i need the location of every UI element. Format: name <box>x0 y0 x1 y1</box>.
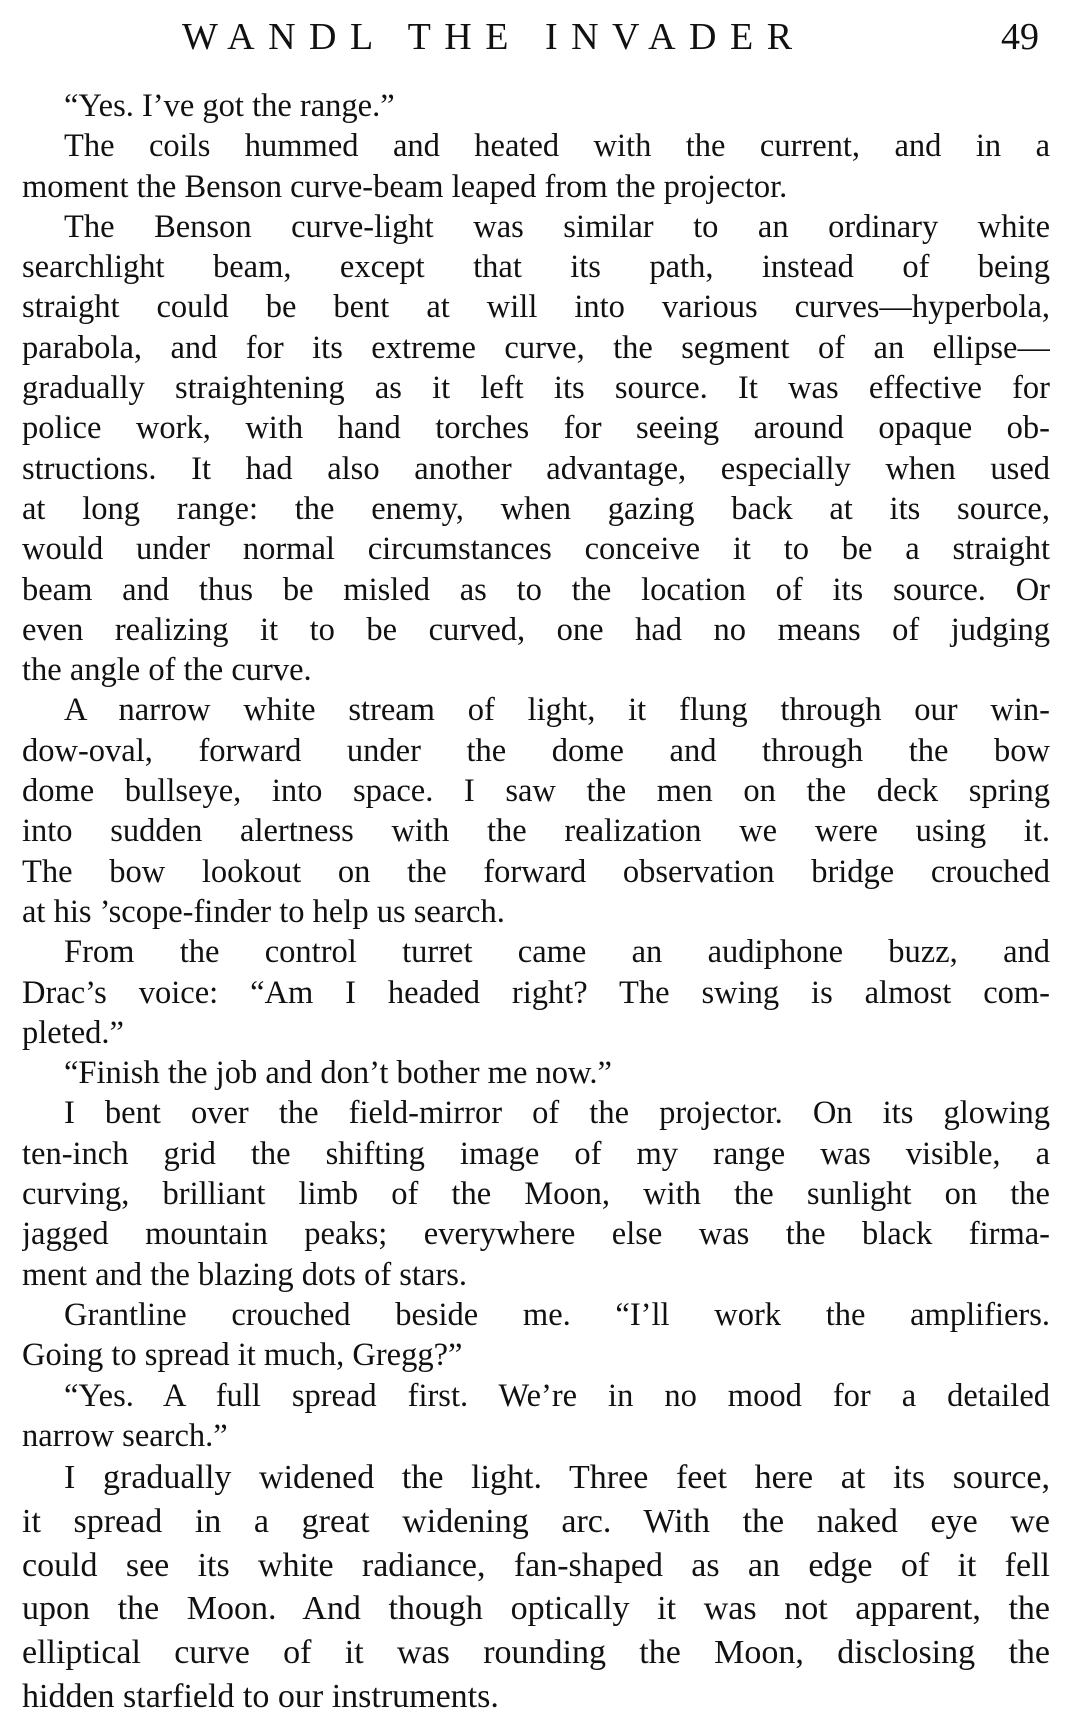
body-text <box>22 86 1050 1719</box>
text-line: Going to spread it much, Gregg?” <box>22 1337 463 1374</box>
final-block <box>22 1456 1050 1719</box>
text-line: dome bullseye, into space. I saw the men on the deck spring <box>22 773 1050 810</box>
text-line: structions. It had also another advantage, especially when used <box>22 450 1050 487</box>
page-number: 49 <box>1001 16 1039 58</box>
text-line: even realizing it to be curved, one had no means of judging <box>22 611 1050 648</box>
text-line: moment the Benson curve-beam leaped from the projector. <box>22 168 788 205</box>
text-line: “Finish the job and don’t bother me now.” <box>64 1055 612 1092</box>
paragraph-6 <box>22 1053 1050 1093</box>
paragraph-8 <box>22 1295 1050 1376</box>
text-line: beam and thus be misled as to the location of its source. Or <box>22 571 1050 608</box>
paragraph-1 <box>22 86 1050 126</box>
text-line: could see its white radiance, fan-shaped as an edge of it fell <box>22 1546 1050 1584</box>
text-line: “Yes. A full spread first. We’re in no mood for a detailed <box>64 1377 1050 1414</box>
paragraph-4 <box>22 690 1050 932</box>
text-line: gradually straightening as it left its source. It was effective for <box>22 370 1050 407</box>
running-title: WANDL THE INVADER <box>182 16 806 58</box>
paragraph-5 <box>22 932 1050 1053</box>
text-line: From the control turret came an audiphone buzz, and <box>64 934 1050 971</box>
text-line: A narrow white stream of light, it flung through our win- <box>64 692 1050 729</box>
text-line: narrow search.” <box>22 1417 228 1454</box>
text-line: searchlight beam, except that its path, instead of being <box>22 249 1050 286</box>
text-line: I bent over the field-mirror of the projector. On its glowing <box>64 1095 1050 1132</box>
text-line: at long range: the enemy, when gazing back at its source, <box>22 490 1050 527</box>
text-line: hidden starfield to our instruments. <box>22 1678 499 1716</box>
paragraph-9 <box>22 1376 1050 1457</box>
text-line: would under normal circumstances conceive it to be a straight <box>22 531 1050 568</box>
text-line: upon the Moon. And though optically it was not apparent, the <box>22 1590 1050 1628</box>
text-line: ment and the blazing dots of stars. <box>22 1256 467 1293</box>
text-line: The bow lookout on the forward observation bridge crouched <box>22 853 1050 890</box>
running-head <box>0 12 1076 62</box>
text-line: at his ’scope-finder to help us search. <box>22 893 505 930</box>
text-line: into sudden alertness with the realization we were using it. <box>22 813 1050 850</box>
text-line: parabola, and for its extreme curve, the segment of an ellipse— <box>22 329 1050 366</box>
text-line: The coils hummed and heated with the current, and in a <box>64 128 1050 165</box>
text-line: curving, brilliant limb of the Moon, with the sunlight on the <box>22 1176 1050 1213</box>
text-line: The Benson curve-light was similar to an ordinary white <box>64 208 1050 245</box>
paragraph-2 <box>22 126 1050 207</box>
text-line: “Yes. I’ve got the range.” <box>64 88 395 124</box>
text-line: elliptical curve of it was rounding the Moon, disclosing the <box>22 1634 1050 1672</box>
text-line: Grantline crouched beside me. “I’ll work the amplifiers. <box>64 1296 1050 1333</box>
paragraph-3 <box>22 207 1050 691</box>
text-line: ten-inch grid the shifting image of my range was visible, a <box>22 1135 1050 1172</box>
text-line: it spread in a great widening arc. With the naked eye we <box>22 1502 1050 1540</box>
text-line: jagged mountain peaks; everywhere else was the black firma- <box>22 1216 1050 1253</box>
text-line: I gradually widened the light. Three feet here at its source, <box>64 1459 1050 1497</box>
text-line: straight could be bent at will into various curves—hyperbola, <box>22 289 1050 326</box>
text-line: Drac’s voice: “Am I headed right? The swing is almost com- <box>22 974 1050 1011</box>
paragraph-10 <box>22 1456 1050 1719</box>
text-line: pleted.” <box>22 1014 124 1051</box>
text-line: police work, with hand torches for seeing around opaque ob- <box>22 410 1050 447</box>
text-line: the angle of the curve. <box>22 652 312 689</box>
text-line: dow-oval, forward under the dome and through the bow <box>22 732 1050 769</box>
paragraph-7 <box>22 1093 1050 1294</box>
